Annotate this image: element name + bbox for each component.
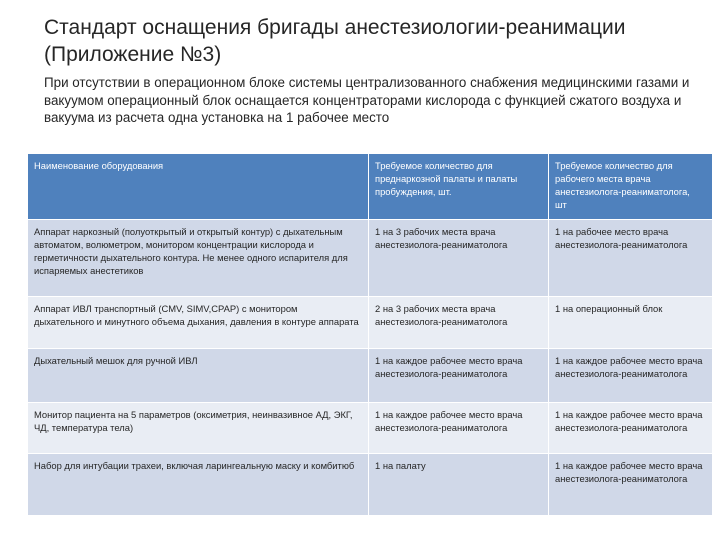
cell-qty-workplace: 1 на каждое рабочее место врача анестезиолога-реаниматолога — [549, 454, 713, 516]
cell-qty-ward: 2 на 3 рабочих места врача анестезиолога-реаниматолога — [369, 297, 549, 349]
table-row — [28, 454, 713, 516]
table-header-row — [28, 154, 713, 220]
table-row — [28, 220, 713, 297]
cell-qty-workplace: 1 на каждое рабочее место врача анестезиолога-реаниматолога — [549, 349, 713, 403]
table-row — [28, 349, 713, 403]
cell-qty-workplace: 1 на рабочее место врача анестезиолога-реаниматолога — [549, 220, 713, 297]
equipment-table-container — [27, 153, 712, 516]
table-row — [28, 297, 713, 349]
slide-title-line-1: Стандарт оснащения бригады анестезиологии-реанимации — [44, 16, 626, 39]
table-row — [28, 403, 713, 454]
header-qty-workplace: Требуемое количество для рабочего места врача анестезиолога-реаниматолога, шт — [549, 154, 713, 220]
cell-equipment: Монитор пациента на 5 параметров (оксиметрия, неинвазивное АД, ЭКГ, ЧД, температура тела) — [28, 403, 369, 454]
equipment-table — [27, 153, 713, 516]
slide-title — [44, 14, 694, 68]
cell-qty-ward: 1 на 3 рабочих места врача анестезиолога-реаниматолога — [369, 220, 549, 297]
cell-equipment: Аппарат ИВЛ транспортный (CMV, SIMV,CPAP) с монитором дыхательного и минутного объема дыхания, давления в контуре аппарата — [28, 297, 369, 349]
slide-title-line-2: (Приложение №3) — [44, 43, 222, 66]
cell-equipment: Дыхательный мешок для ручной ИВЛ — [28, 349, 369, 403]
cell-equipment: Аппарат наркозный (полуоткрытый и открытый контур) с дыхательным автоматом, волюметром, монитором концентрации кислорода и герметичности дыхательного контура. Не менее одного испарителя для испаряемых анестетиков — [28, 220, 369, 297]
cell-qty-ward: 1 на каждое рабочее место врача анестезиолога-реаниматолога — [369, 403, 549, 454]
header-qty-preanesthesia-ward: Требуемое количество для преднаркозной палаты и палаты пробуждения, шт. — [369, 154, 549, 220]
cell-qty-workplace: 1 на операционный блок — [549, 297, 713, 349]
intro-paragraph: При отсутствии в операционном блоке системы централизованного снабжения медицинскими газами и вакуумом операционный блок оснащается концентраторами кислорода с функцией сжатого воздуха и вакуума из расчета одна установка на 1 рабочее место — [44, 75, 690, 126]
cell-qty-ward: 1 на палату — [369, 454, 549, 516]
header-equipment-name: Наименование оборудования — [28, 154, 369, 220]
cell-qty-ward: 1 на каждое рабочее место врача анестезиолога-реаниматолога — [369, 349, 549, 403]
cell-equipment: Набор для интубации трахеи, включая ларингеальную маску и комбитюб — [28, 454, 369, 516]
cell-qty-workplace: 1 на каждое рабочее место врача анестезиолога-реаниматолога — [549, 403, 713, 454]
